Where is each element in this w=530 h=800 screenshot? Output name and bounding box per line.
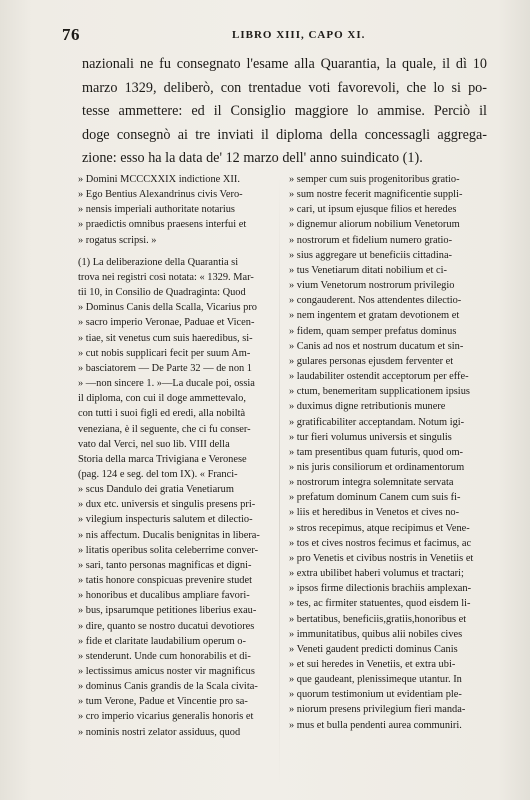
footnote-line: » fidem, quam semper prefatus dominus (289, 325, 457, 337)
footnote-line: » honoribus et ducalibus ampliare favori- (78, 590, 250, 602)
footnote-line: » Canis ad nos et nostrum ducatum et sin- (289, 340, 464, 352)
footnote-line: » gulares personas ejusdem ferventer et (289, 355, 454, 367)
footnote-line: » tur fieri volumus universis et singulis (289, 431, 452, 443)
footnote-line: » ctum, benemeritam supplicationem ipsius (289, 386, 470, 398)
footnote-line: (pag. 124 e seg. del tom IX). « Franci- (78, 468, 238, 480)
footnote-line: » scus Dandulo dei gratia Venetiarum (78, 484, 234, 496)
footnote-line: » Ego Bentius Alexandrinus civis Vero- (78, 189, 243, 201)
footnote-line: » duximus digne retributionis munere (289, 401, 446, 413)
footnote-line: » Veneti gaudent predicti dominus Canis (289, 643, 458, 655)
footnote-line: » liis et heredibus in Venetos et cives no- (289, 507, 460, 519)
page-header (62, 25, 494, 49)
footnote-line: » nis affectum. Ducalis benignitas in libera- (78, 529, 260, 541)
footnote-line: » cari, ut ipsum ejusque filios et heredes (289, 204, 457, 216)
footnote-line: » congauderent. Nos attendentes dilectio- (289, 295, 462, 307)
footnote-line: » sius aggregare ut beneficiis cittadina- (289, 249, 453, 261)
main-text-line: doge consegnò ai tre inviati il diploma della concessagli aggrega- (82, 126, 487, 143)
footnote-line: » sacro imperio Veronae, Paduae et Vicen- (78, 317, 255, 329)
footnote-line: » laudabiliter ostendit acceptorum per effe- (289, 371, 469, 383)
footnote-line: » et sui heredes in Venetiis, et extra ubi- (289, 659, 456, 670)
footnote-line: » dux etc. universis et singulis presens pri- (78, 499, 256, 511)
footnote-line: » vilegium inspecturis salutem et dilectio- (78, 514, 253, 526)
footnote-line: » vium Venetorum nostrorum privilegio (289, 280, 455, 292)
footnote-line: » sum nostre fecerit magnificentie suppli- (289, 189, 463, 201)
footnote-line: » basciatorem — De Parte 32 — de non 1 (78, 362, 252, 374)
footnote-line: » stenderunt. Unde cum honorabilis et di- (78, 650, 251, 662)
footnote-line: » tam presentibus quam futuris, quod om- (289, 446, 464, 458)
footnote-line: » gratificabiliter acceptandam. Notum igi- (289, 416, 465, 428)
footnote-line: » litatis operibus solita celeberrime conver- (78, 544, 259, 556)
main-text-line: nazionali ne fu consegnato l'esame alla Quarantia, la quale, il dì 10 (82, 56, 487, 72)
footnote-line: » nensis imperiali authoritate notarius (78, 204, 235, 216)
footnote-line: » dominus Canis grandis de la Scala civita- (78, 681, 258, 693)
footnote-line: » Domini MCCCXXIX indictione XII. (78, 174, 240, 185)
footnote-line: » tatis honore conspicuas prevenire studet (78, 575, 252, 587)
footnote-line: » tum Verone, Padue et Vincentie pro sa- (78, 696, 248, 708)
footnote-line: » stros recepimus, atque recipimus et Vene- (289, 522, 470, 534)
main-text-line: marzo 1329, deliberò, con trentadue voti favorevoli, che lo si po- (82, 79, 487, 96)
footnote-line: » lectissimus amicus noster vir magnificus (78, 666, 255, 677)
footnote-line: » praedictis omnibus praesens interfui et (78, 219, 247, 231)
footnote-line: » immunitatibus, quibus alii nobiles cives (289, 628, 463, 640)
main-text-line: tesse ammettere: ed il Consiglio maggiore lo ammise. Perciò il (82, 103, 487, 119)
footnote-line: trova nei registri così notata: « 1329. Mar- (78, 271, 254, 283)
footnote-line: » nostrorum integra solemnitate servata (289, 477, 454, 489)
footnote-line: » dignemur aliorum nobilium Venetorum (289, 219, 460, 231)
footnote-line: » extra ubilibet haberi volumus et tractari; (289, 568, 464, 580)
footnote-line: » fide et claritate laudabilium operum o- (78, 635, 246, 647)
page-number: 76 (62, 25, 80, 44)
footnote-line: vato dal Verci, nel suo lib. VIII della (78, 438, 230, 450)
footnote-line: veneziana, è il seguente, che ci fu conser- (78, 423, 251, 435)
footnote-line: tii 10, in Consilio de Quadraginta: Quod (78, 287, 246, 299)
main-paragraph (82, 53, 487, 171)
footnote-right-column (289, 172, 494, 733)
footnote-line: » nostrorum et fidelium numero gratio- (289, 234, 453, 246)
footnote-left-column (78, 172, 283, 740)
footnote-line: (1) La deliberazione della Quarantia si (78, 256, 239, 268)
footnote-line: » que gaudeant, plenissimeque utantur. In (289, 674, 462, 686)
footnote-line: » semper cum suis progenitoribus gratio- (289, 174, 460, 185)
footnote-line: » rogatus scripsi. » (78, 234, 157, 246)
footnote-line: » cut nobis supplicari fecit per suum Am- (78, 347, 251, 359)
footnote-line: » sari, tanto personas magnificas et digni- (78, 559, 252, 571)
footnote-line: » prefatum dominum Canem cum suis fi- (289, 492, 461, 504)
footnote-line: » tiae, sit venetus cum suis haeredibus, si- (78, 332, 253, 344)
footnote-line: » tus Venetiarum ditati nobilium et ci- (289, 264, 447, 276)
footnote-line: con tutti i suoi figli ed eredi, alla nobiltà (78, 408, 246, 420)
main-text-line: zione: esso ha la data de' 12 marzo dell' anno suindicato (1). (82, 150, 423, 166)
footnote-line: » ipsos firme dilectionis brachiis amplexan- (289, 583, 472, 595)
footnote-line: » niorum presens privilegium fieri manda- (289, 704, 466, 716)
footnote-line: » mus et bulla pendenti aurea communiri. (289, 719, 462, 731)
footnote-line: » quorum testimonium ut evidentiam ple- (289, 689, 462, 701)
footnote-line: » dire, quanto se nostro ducatui devotiores (78, 620, 255, 632)
running-title: LIBRO XIII, CAPO XI. (232, 29, 366, 41)
footnote-line: » nis juris consiliorum et ordinamentorum (289, 461, 465, 473)
footnote-line: » cro imperio vicarius generalis honoris et (78, 711, 254, 723)
footnote-line: » bus, ipsarumque petitiones liberius exau- (78, 605, 257, 617)
footnote-line: Storia della marca Trivigiana e Veronese (78, 453, 247, 465)
footnote-line: » tos et cives nostros fecimus et facimus, ac (289, 537, 472, 549)
footnote-line: » nominis nostri zelator assiduus, quod (78, 726, 241, 738)
footnote-line: » bertatibus, beneficiis,gratiis,honoribus et (289, 613, 467, 625)
footnote-line: il diploma, con cui il doge ammettevalo, (78, 393, 246, 405)
footnote-line: » —non sincere 1. »—La ducale poi, ossia (78, 378, 255, 390)
footnote-line: » tes, ac firmiter statuentes, quod eisdem li- (289, 598, 471, 610)
footnote-line: » nem ingentem et gratam devotionem et (289, 310, 460, 322)
footnote-line: » Dominus Canis della Scalla, Vicarius pro (78, 302, 257, 314)
footnote-line: » pro Venetis et civibus nostris in Venetiis et (289, 552, 474, 564)
